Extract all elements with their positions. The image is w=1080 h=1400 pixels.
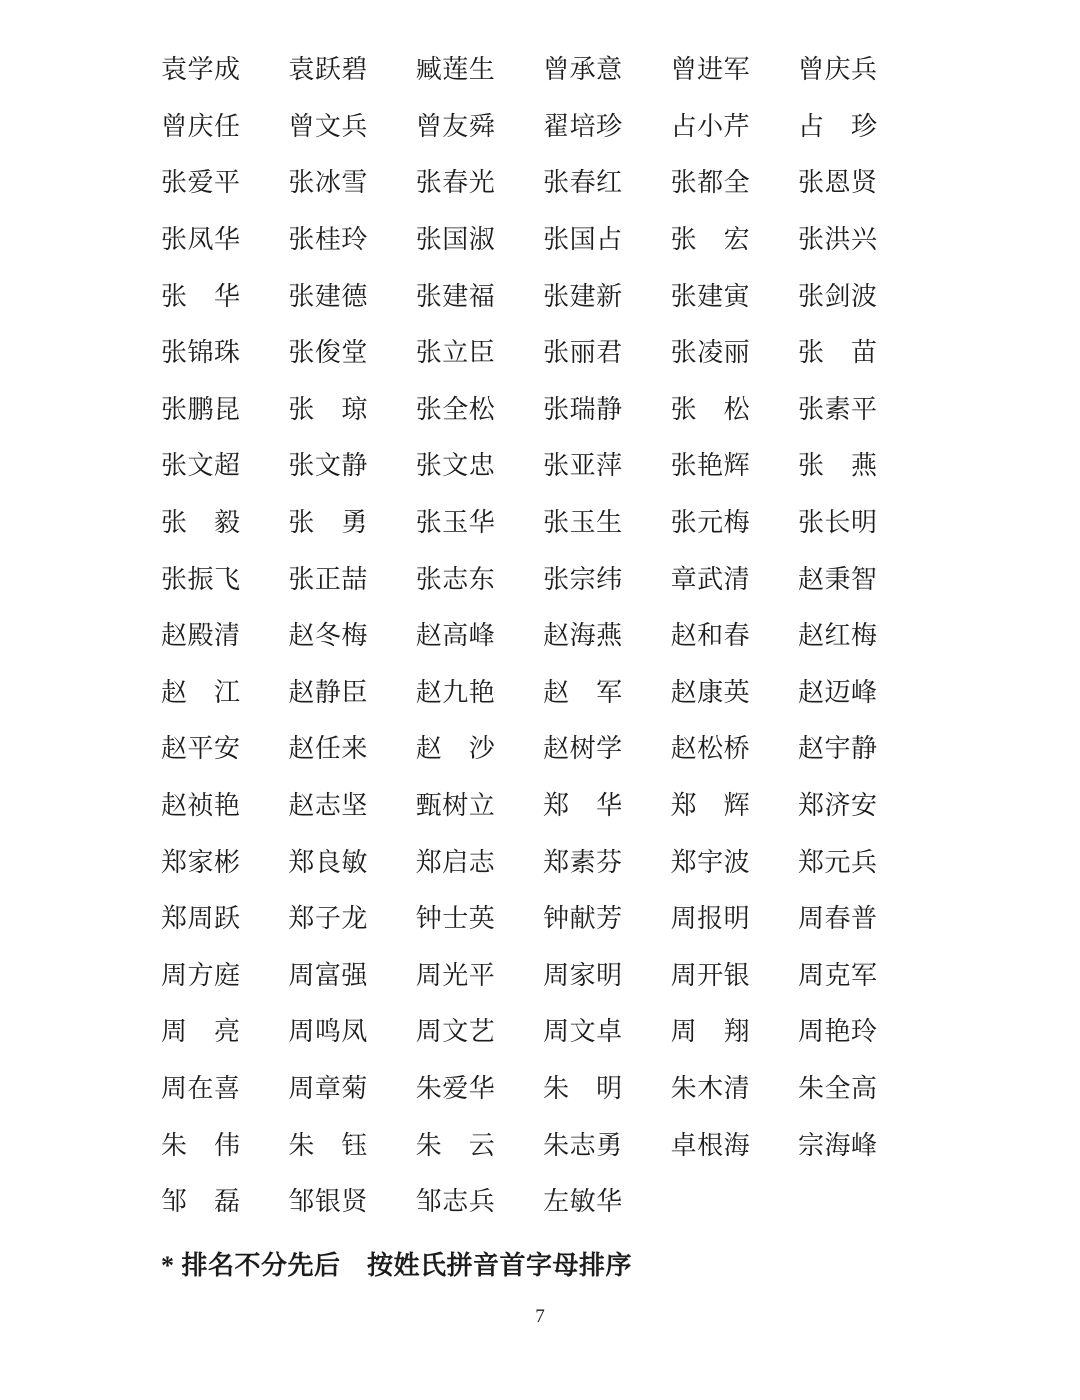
name-cell: 赵任来 xyxy=(288,734,368,764)
name-cell: 赵高峰 xyxy=(415,621,496,651)
name-cell: 张玉华 xyxy=(415,508,496,538)
name-cell: 赵 军 xyxy=(543,677,623,707)
name-cell: 张文静 xyxy=(288,451,368,481)
name-cell: 钟献芳 xyxy=(543,904,623,934)
name-cell: 周 亮 xyxy=(161,1017,241,1047)
name-row xyxy=(161,665,1080,722)
name-cell: 周开银 xyxy=(670,960,751,990)
name-cell: 张志东 xyxy=(415,564,496,594)
name-cell: 张建德 xyxy=(288,281,368,311)
name-cell: 赵迈峰 xyxy=(797,677,878,707)
name-cell: 朱木清 xyxy=(670,1073,751,1103)
name-cell: 郑良敏 xyxy=(288,847,368,877)
footnote: * 排名不分先后 按姓氏拼音首字母排序 xyxy=(161,1251,633,1281)
name-cell: 张冰雪 xyxy=(288,168,368,198)
name-cell: 张瑞静 xyxy=(543,394,623,424)
name-cell: 邹银贤 xyxy=(288,1187,368,1217)
name-cell: 周方庭 xyxy=(161,960,241,990)
name-cell: 朱 云 xyxy=(415,1130,496,1160)
name-cell: 赵平安 xyxy=(161,734,241,764)
name-row xyxy=(161,1174,1080,1231)
name-cell: 朱爱华 xyxy=(415,1073,496,1103)
name-cell: 周家明 xyxy=(543,960,623,990)
name-cell: 张文超 xyxy=(161,451,241,481)
name-cell: 赵志坚 xyxy=(288,791,368,821)
name-cell: 周光平 xyxy=(415,960,496,990)
page-number: 7 xyxy=(535,1306,545,1327)
name-cell: 张桂玲 xyxy=(288,225,368,255)
name-cell: 张元梅 xyxy=(670,508,751,538)
name-cell: 卓根海 xyxy=(670,1130,751,1160)
name-cell: 周鸣凤 xyxy=(288,1017,368,1047)
name-row xyxy=(161,948,1080,1005)
name-cell: 曾承意 xyxy=(543,55,623,85)
name-cell: 张正喆 xyxy=(288,564,368,594)
name-cell: 郑子龙 xyxy=(288,904,368,934)
name-row xyxy=(161,382,1080,439)
name-cell: 曾庆任 xyxy=(161,111,241,141)
name-cell: 袁学成 xyxy=(161,55,241,85)
name-cell: 甄树立 xyxy=(415,791,496,821)
name-cell: 翟培珍 xyxy=(543,111,623,141)
name-cell: 周富强 xyxy=(288,960,368,990)
name-cell: 张春红 xyxy=(543,168,623,198)
name-cell: 曾庆兵 xyxy=(797,55,878,85)
name-cell: 郑 辉 xyxy=(670,791,751,821)
name-cell: 袁跃碧 xyxy=(288,55,368,85)
name-row xyxy=(161,1004,1080,1061)
name-cell: 张文忠 xyxy=(415,451,496,481)
name-row xyxy=(161,495,1080,552)
name-cell: 张 勇 xyxy=(288,508,368,538)
name-cell: 朱 伟 xyxy=(161,1130,241,1160)
name-cell: 朱 钰 xyxy=(288,1130,368,1160)
name-cell: 朱 明 xyxy=(543,1073,623,1103)
name-row xyxy=(161,325,1080,382)
name-cell: 张 毅 xyxy=(161,508,241,538)
name-cell: 张洪兴 xyxy=(797,225,878,255)
name-cell: 周春普 xyxy=(797,904,878,934)
name-row xyxy=(161,438,1080,495)
name-cell: 朱全高 xyxy=(797,1073,878,1103)
name-cell: 张立臣 xyxy=(415,338,496,368)
name-cell: 周 翔 xyxy=(670,1017,751,1047)
name-cell: 周在喜 xyxy=(161,1073,241,1103)
name-cell: 张凤华 xyxy=(161,225,241,255)
name-cell: 赵红梅 xyxy=(797,621,878,651)
name-cell: 郑家彬 xyxy=(161,847,241,877)
name-cell: 周章菊 xyxy=(288,1073,368,1103)
name-cell: 郑元兵 xyxy=(797,847,878,877)
name-cell: 郑济安 xyxy=(797,791,878,821)
name-cell: 张全松 xyxy=(415,394,496,424)
name-cell: 赵松桥 xyxy=(670,734,751,764)
name-cell: 郑启志 xyxy=(415,847,496,877)
name-cell: 占小芹 xyxy=(670,111,751,141)
name-cell: 赵和春 xyxy=(670,621,751,651)
name-cell: 郑宇波 xyxy=(670,847,751,877)
name-cell: 曾友舜 xyxy=(415,111,496,141)
name-row xyxy=(161,608,1080,665)
name-cell: 赵海燕 xyxy=(543,621,623,651)
name-cell: 郑周跃 xyxy=(161,904,241,934)
name-cell: 周文卓 xyxy=(543,1017,623,1047)
name-cell: 张剑波 xyxy=(797,281,878,311)
name-cell: 臧莲生 xyxy=(415,55,496,85)
name-cell: 曾进军 xyxy=(670,55,751,85)
name-cell: 钟士英 xyxy=(415,904,496,934)
name-row xyxy=(161,212,1080,269)
name-row xyxy=(161,268,1080,325)
name-cell: 占 珍 xyxy=(797,111,878,141)
name-cell: 赵殿清 xyxy=(161,621,241,651)
name-cell: 周艳玲 xyxy=(797,1017,878,1047)
name-cell: 张 宏 xyxy=(670,225,751,255)
name-cell: 张锦珠 xyxy=(161,338,241,368)
name-cell: 张凌丽 xyxy=(670,338,751,368)
name-row xyxy=(161,155,1080,212)
name-cell: 张亚萍 xyxy=(543,451,623,481)
name-cell: 邹 磊 xyxy=(161,1187,241,1217)
name-cell: 张素平 xyxy=(797,394,878,424)
name-cell: 朱志勇 xyxy=(543,1130,623,1160)
name-cell: 赵冬梅 xyxy=(288,621,368,651)
name-cell: 张 松 xyxy=(670,394,751,424)
name-cell: 张宗纬 xyxy=(543,564,623,594)
name-cell: 赵祯艳 xyxy=(161,791,241,821)
name-cell: 张国淑 xyxy=(415,225,496,255)
name-cell: 张 琼 xyxy=(288,394,368,424)
name-cell: 宗海峰 xyxy=(797,1130,878,1160)
name-cell: 张玉生 xyxy=(543,508,623,538)
name-cell: 赵静臣 xyxy=(288,677,368,707)
name-cell: 张建福 xyxy=(415,281,496,311)
name-row xyxy=(161,834,1080,891)
name-row xyxy=(161,42,1080,99)
name-row xyxy=(161,1117,1080,1174)
name-cell: 张鹏昆 xyxy=(161,394,241,424)
name-cell: 张长明 xyxy=(797,508,878,538)
name-cell: 赵康英 xyxy=(670,677,751,707)
name-cell: 张建新 xyxy=(543,281,623,311)
name-cell: 郑 华 xyxy=(543,791,623,821)
name-row xyxy=(161,891,1080,948)
name-cell: 左敏华 xyxy=(543,1187,623,1217)
name-cell: 赵 沙 xyxy=(415,734,496,764)
name-cell: 张建寅 xyxy=(670,281,751,311)
name-cell: 曾文兵 xyxy=(288,111,368,141)
name-cell: 张爱平 xyxy=(161,168,241,198)
name-cell: 张国占 xyxy=(543,225,623,255)
name-row xyxy=(161,721,1080,778)
name-cell: 张丽君 xyxy=(543,338,623,368)
name-cell: 邹志兵 xyxy=(415,1187,496,1217)
name-row xyxy=(161,1061,1080,1118)
name-cell: 张振飞 xyxy=(161,564,241,594)
name-cell: 张恩贤 xyxy=(797,168,878,198)
name-cell: 赵树学 xyxy=(543,734,623,764)
name-cell: 张都全 xyxy=(670,168,751,198)
name-cell: 赵 江 xyxy=(161,677,241,707)
name-cell: 郑素芬 xyxy=(543,847,623,877)
name-cell: 周克军 xyxy=(797,960,878,990)
name-cell: 张 华 xyxy=(161,281,241,311)
name-cell: 周报明 xyxy=(670,904,751,934)
name-cell: 赵宇静 xyxy=(797,734,878,764)
name-cell: 张 燕 xyxy=(797,451,878,481)
name-cell: 张俊堂 xyxy=(288,338,368,368)
name-cell: 章武清 xyxy=(670,564,751,594)
name-cell: 张春光 xyxy=(415,168,496,198)
name-cell: 张 苗 xyxy=(797,338,878,368)
name-cell: 赵九艳 xyxy=(415,677,496,707)
name-row xyxy=(161,778,1080,835)
name-cell: 赵秉智 xyxy=(797,564,878,594)
name-row xyxy=(161,551,1080,608)
name-cell: 张艳辉 xyxy=(670,451,751,481)
name-row xyxy=(161,99,1080,156)
name-cell: 周文艺 xyxy=(415,1017,496,1047)
